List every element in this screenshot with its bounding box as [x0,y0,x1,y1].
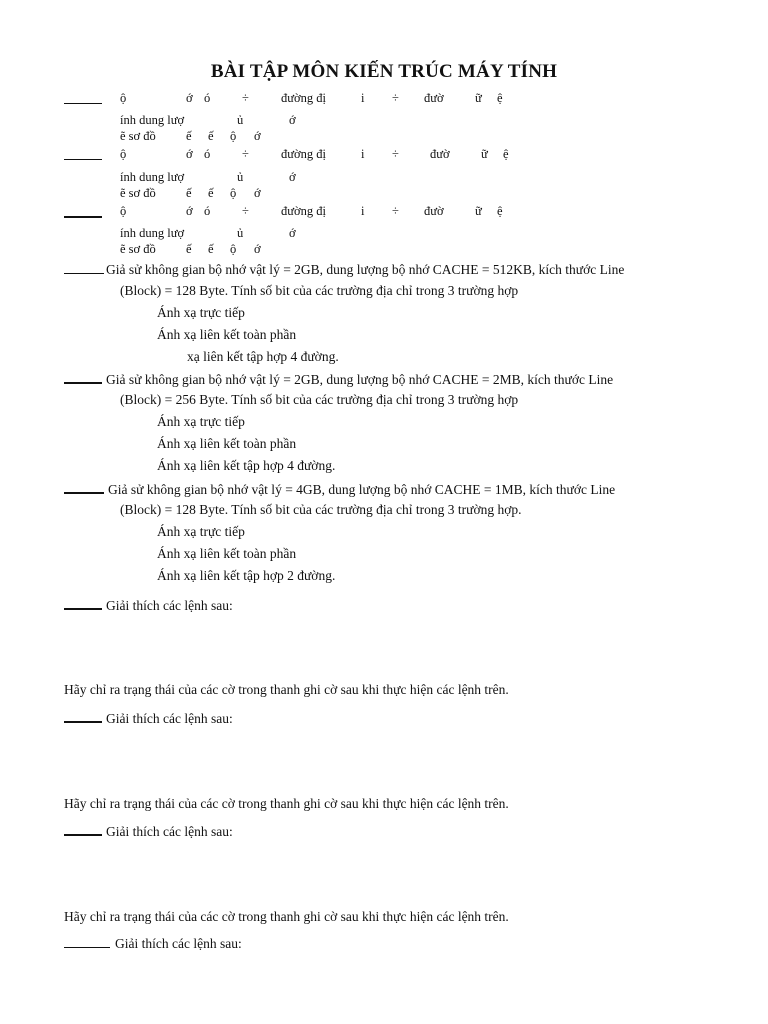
fragment: đường đị [281,91,326,105]
fragment: ẽ sơ đồ [120,129,156,143]
fragment: ộ [230,129,237,143]
fragment: ộ [120,147,127,161]
fragment: ÷ [242,204,249,218]
fragment: ữ [481,147,488,161]
fragment: ệ [503,147,509,161]
fragment: ế [208,242,214,256]
exercise-text: (Block) = 128 Byte. Tính số bit của các trường địa chỉ trong 3 trường hợp. [120,502,522,517]
fragment: ẽ sơ đồ [120,242,156,256]
fragment: ính dung lượ [120,113,185,127]
answer-blank [64,147,102,160]
document-title: BÀI TẬP MÔN KIẾN TRÚC MÁY TÍNH [210,61,558,82]
fragment: ính dung lượ [120,226,185,240]
answer-blank [64,709,102,723]
fragment: ủ [237,113,244,127]
fragment: i [361,147,365,161]
fragment: ệ [497,204,503,218]
fragment: ớ [254,129,261,143]
answer-blank [64,261,104,274]
fragment: i [361,204,365,218]
fragment: ớ [186,204,193,218]
fragment: ớ [186,91,193,105]
fragment: ộ [230,186,237,200]
fragment: ộ [120,204,127,218]
exercise-item: Ánh xạ trực tiếp [157,414,245,429]
fragment: ớ [186,147,193,161]
exercise-item: Ánh xạ liên kết toàn phần [157,327,297,342]
exercise-text: Giải thích các lệnh sau: [106,824,233,839]
exercise-text: Giả sử không gian bộ nhớ vật lý = 2GB, dung lượng bộ nhớ CACHE = 512KB, kích thước Line [106,262,625,277]
exercise-text: Hãy chỉ ra trạng thái của các cờ trong thanh ghi cờ sau khi thực hiện các lệnh trên. [64,682,509,697]
fragment: ÷ [392,204,399,218]
fragment: ớ [254,242,261,256]
fragment: ớ [289,113,296,127]
exercise-text: (Block) = 128 Byte. Tính số bit của các trường địa chỉ trong 3 trường hợp [120,283,519,298]
fragment: ẽ sơ đồ [120,186,156,200]
exercise-item: Ánh xạ liên kết tập hợp 2 đường. [157,568,336,583]
exercise-item: Ánh xạ trực tiếp [157,524,245,539]
fragment: i [361,91,365,105]
exercise-item: Ánh xạ trực tiếp [157,305,245,320]
fragment: ủ [237,226,244,240]
answer-blank [64,596,102,610]
fragment: ÷ [242,91,249,105]
fragment: đường đị [281,147,326,161]
exercise-text: Giải thích các lệnh sau: [106,598,233,613]
answer-blank [64,480,104,494]
fragment: ÷ [242,147,249,161]
exercise-text: Giả sử không gian bộ nhớ vật lý = 2GB, dung lượng bộ nhớ CACHE = 2MB, kích thước Line [106,372,614,387]
answer-blank [64,204,102,218]
fragment: ó [204,91,211,105]
fragment: ủ [237,170,244,184]
exercise-text: Giải thích các lệnh sau: [115,936,242,951]
fragment: ế [208,186,214,200]
fragment: ÷ [392,91,399,105]
exercise-text: Hãy chỉ ra trạng thái của các cờ trong thanh ghi cờ sau khi thực hiện các lệnh trên. [64,796,509,811]
exercise-item: xạ liên kết tập hợp 4 đường. [187,349,339,364]
answer-blank [64,370,102,384]
exercise-item: Ánh xạ liên kết tập hợp 4 đường. [157,458,336,473]
fragment: đườ [424,204,444,218]
exercise-text: (Block) = 256 Byte. Tính số bit của các trường địa chỉ trong 3 trường hợp [120,392,519,407]
exercise-text: Giải thích các lệnh sau: [106,711,233,726]
answer-blank [64,935,110,948]
fragment: ữ [475,204,482,218]
fragment: ế [186,186,192,200]
fragment: ÷ [392,147,399,161]
exercise-text: Giả sử không gian bộ nhớ vật lý = 4GB, dung lượng bộ nhớ CACHE = 1MB, kích thước Line [108,482,616,497]
fragment: đường đị [281,204,326,218]
exercise-item: Ánh xạ liên kết toàn phần [157,546,297,561]
fragment: ớ [289,226,296,240]
exercise-item: Ánh xạ liên kết toàn phần [157,436,297,451]
answer-blank [64,822,102,836]
fragment: ớ [254,186,261,200]
fragment: ế [208,129,214,143]
fragment: ữ [475,91,482,105]
fragment: ộ [120,91,127,105]
fragment: ộ [230,242,237,256]
fragment: ế [186,129,192,143]
fragment: ính dung lượ [120,170,185,184]
fragment: đườ [430,147,450,161]
answer-blank [64,91,102,104]
fragment: ế [186,242,192,256]
fragment: đườ [424,91,444,105]
fragment: ớ [289,170,296,184]
exercise-text: Hãy chỉ ra trạng thái của các cờ trong thanh ghi cờ sau khi thực hiện các lệnh trên. [64,909,509,924]
fragment: ệ [497,91,503,105]
fragment: ó [204,204,211,218]
fragment: ó [204,147,211,161]
